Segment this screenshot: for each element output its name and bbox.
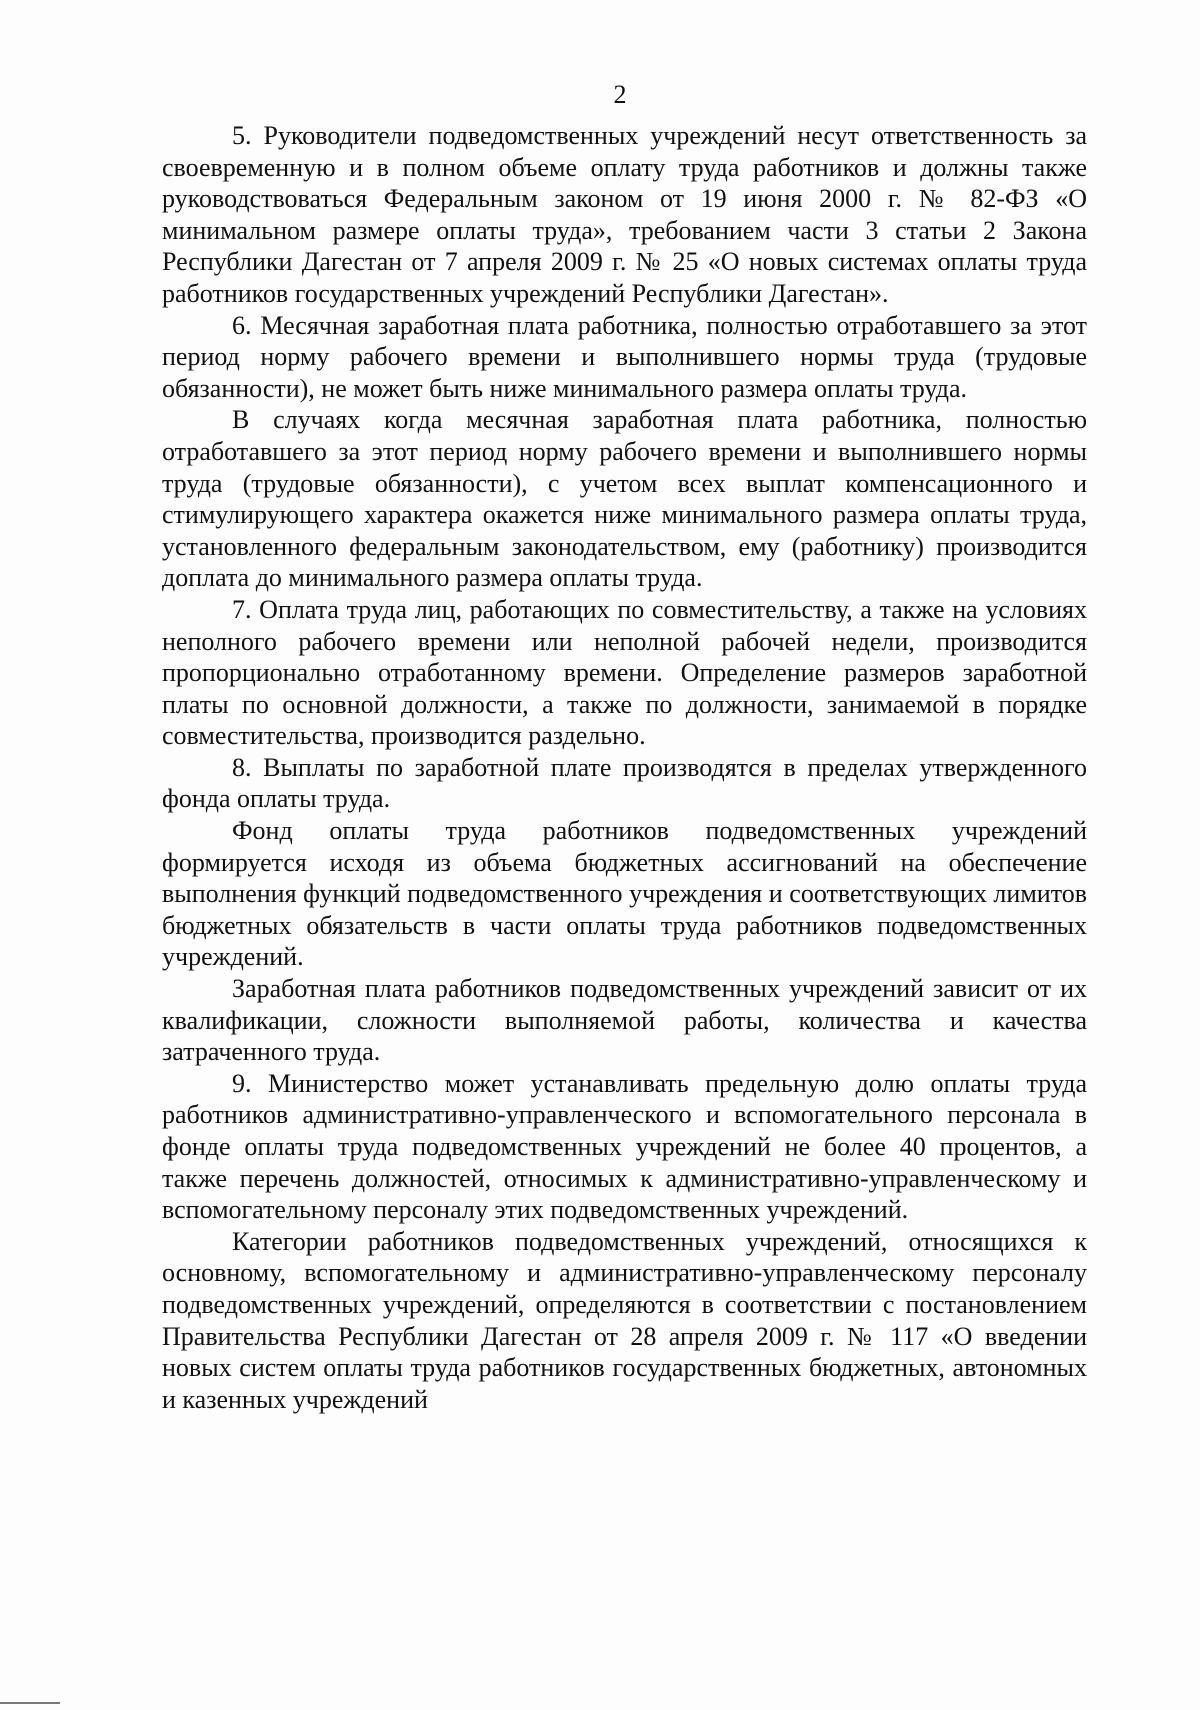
paragraph-8-salary: Заработная плата работников подведомственных учреждений зависит от их квалификации, сложности выполняемой работы, количества и качества затраченного труда. bbox=[162, 974, 1087, 1067]
page-number: 2 bbox=[613, 80, 627, 109]
paragraph-5: 5. Руководители подведомственных учреждений несут ответственность за своевременную и в полном объеме оплату труда работников и должны также руководствоваться Федеральным законом от 19 июня 2000 г. № 82-ФЗ «О минимальном размере оплаты труда», требованием части 3 статьи 2 Закона Республики Дагестан от 7 апреля 2009 г. № 25 «О новых системах оплаты труда работников государственных учреждений Республики Дагестан». bbox=[162, 121, 1087, 308]
paragraph-8-fund: Фонд оплаты труда работников подведомственных учреждений формируется исходя из объема бюджетных ассигнований на обеспечение выполнения функций подведомственного учреждения и соответствующих лимитов бюджетных обязательств в части оплаты труда работников подведомственных учреждений. bbox=[162, 816, 1087, 972]
paragraph-9-categories: Категории работников подведомственных учреждений, относящихся к основному, вспомогательному и административно-управленческому персоналу подведомственных учреждений, определяются в соответствии с постановлением Правительства Республики Дагестан от 28 апреля 2009 г. № 117 «О введении новых систем оплаты труда работников государственных бюджетных, автономных и казенных учреждений bbox=[162, 1226, 1087, 1414]
paragraph-6-continued: В случаях когда месячная заработная плата работника, полностью отработавшего за этот период норму рабочего времени и выполнившего нормы труда (трудовые обязанности), с учетом всех выплат компенсационного и стимулирующего характера окажется ниже минимального размера оплаты труда, установленного федеральным законодательством, ему (работнику) производится доплата до минимального размера оплаты труда. bbox=[162, 405, 1087, 593]
document-body bbox=[162, 120, 1087, 1415]
paragraph-7: 7. Оплата труда лиц, работающих по совместительству, а также на условиях неполного рабочего времени или неполной рабочей недели, производится пропорционально отработанному времени. Определение размеров заработной платы по основной должности, а также по должности, занимаемой в порядке совместительства, производится раздельно. bbox=[162, 594, 1087, 751]
paragraph-8: 8. Выплаты по заработной плате производятся в пределах утвержденного фонда оплаты труда. bbox=[162, 752, 1087, 814]
paragraph-6: 6. Месячная заработная плата работника, полностью отработавшего за этот период норму рабочего времени и выполнившего нормы труда (трудовые обязанности), не может быть ниже минимального размера оплаты труда. bbox=[162, 310, 1087, 403]
paragraph-9: 9. Министерство может устанавливать предельную долю оплаты труда работников административно-управленческого и вспомогательного персонала в фонде оплаты труда подведомственных учреждений не более 40 процентов, а также перечень должностей, относимых к административно-управленческому и вспомогательному персоналу этих подведомственных учреждений. bbox=[162, 1068, 1087, 1225]
scan-edge-mark bbox=[0, 1702, 60, 1704]
